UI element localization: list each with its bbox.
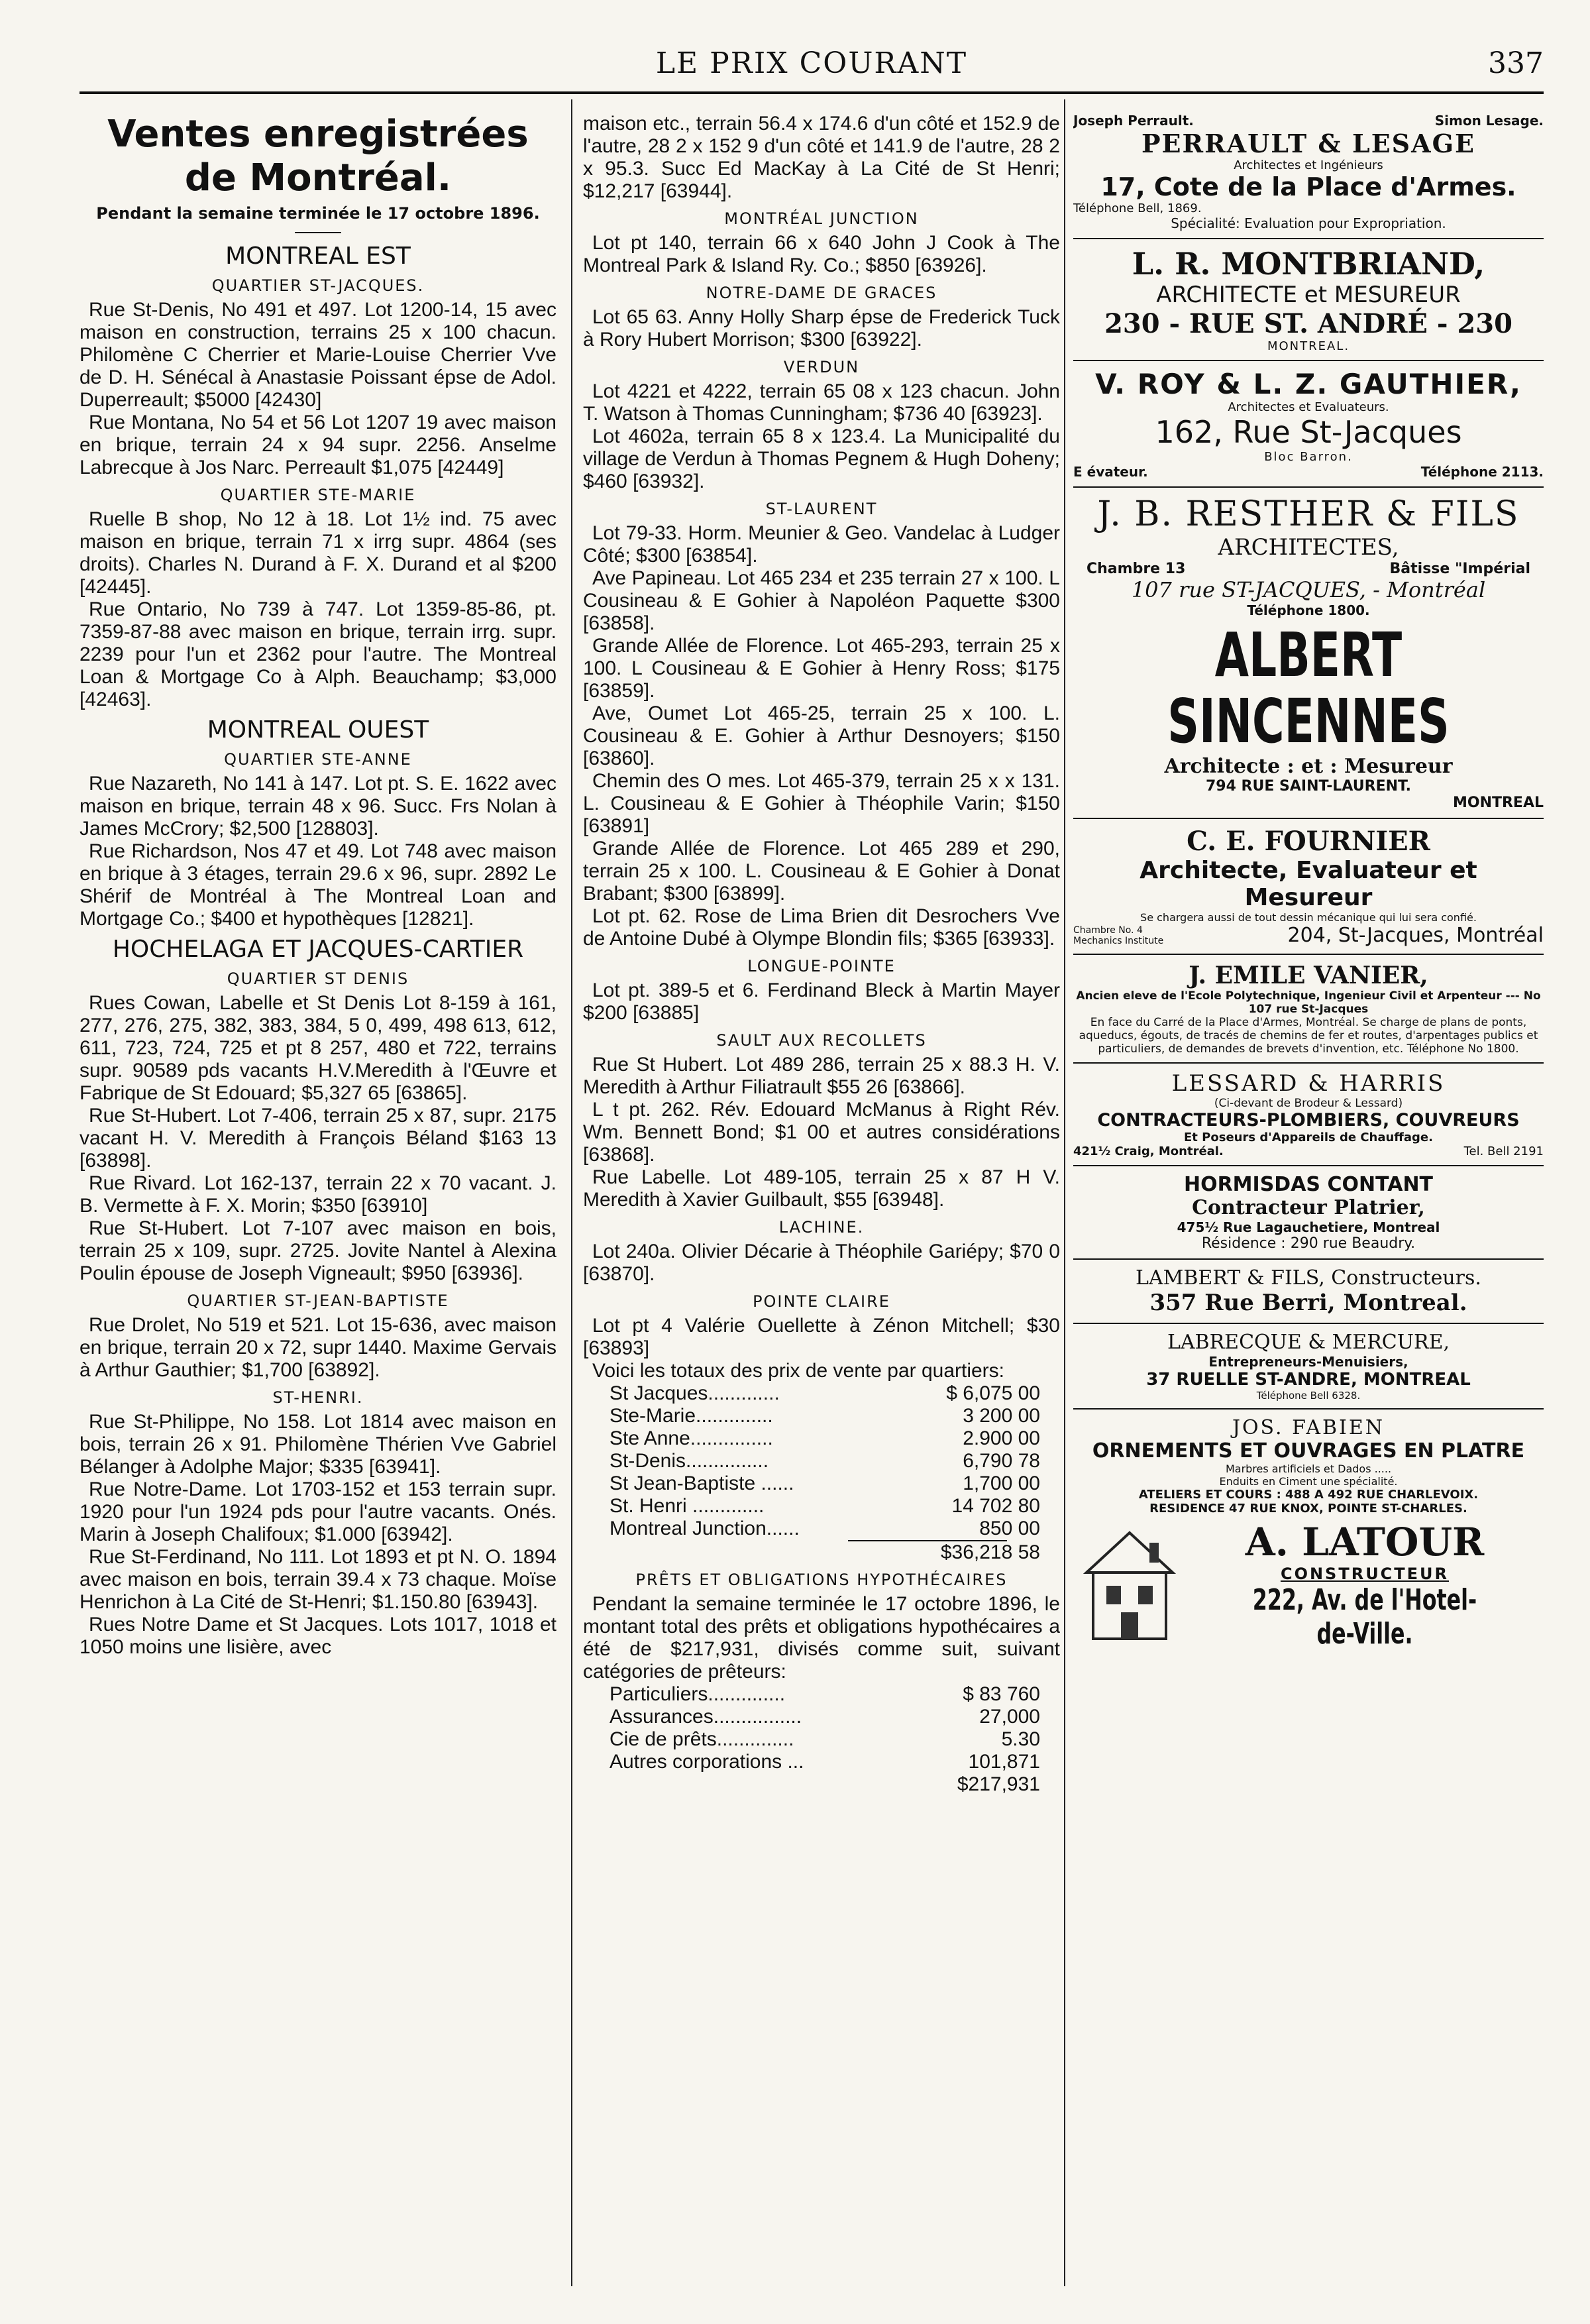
ad-montbriand (1073, 246, 1544, 353)
ad12-line1: Marbres artificiels et Dados ..... (1225, 1463, 1392, 1475)
sale-entry: L t pt. 262. Rév. Edouard McManus à Right Rév. Wm. Bennett Bond; $1 00 et autres considérations [63868]. (583, 1099, 1060, 1166)
section-subheading: MONTRÉAL JUNCTION (724, 209, 919, 228)
sale-entry: Voici les totaux des prix de vente par quartiers: (592, 1360, 1005, 1382)
loan-row-value: $ 83 760 (963, 1683, 1040, 1705)
total-row (583, 1405, 1060, 1427)
total-row-label: St Jean-Baptiste ...... (610, 1472, 794, 1494)
ad-latour (1073, 1520, 1544, 1651)
loans-total: $217,931 (957, 1773, 1040, 1795)
total-row-label: St-Denis............... (610, 1450, 769, 1472)
sale-entry: Rue St-Denis, No 491 et 497. Lot 1200-14, 15 avec maison en construction, terrains 25 x 100 chacun. Philomène C Cherrier et Marie-Louise Cherrier Vve de D. H. Sénécal à Anastasie Poissant épse de Adol. Duperreault; $5000 [42430] (80, 299, 556, 411)
loan-row (583, 1728, 1060, 1751)
section-subheading: QUARTIER STE-MARIE (220, 486, 416, 504)
total-row-value: 6,790 78 (963, 1450, 1040, 1472)
sale-entry: Rue St-Philippe, No 158. Lot 1814 avec maison en bois, terrain 26 x 91. Philomène Thérien Vve Gabriel Bélanger à Adolphe Major; $335 [63941]. (80, 1411, 556, 1478)
sale-entry: Rue Nazareth, No 141 à 147. Lot pt. S. E. 1622 avec maison en brique, terrain 48 x 96. Succ. Frs Nolan à James McCrory; $2,500 [128803]. (80, 773, 556, 840)
ad13-name: A. LATOUR (1245, 1520, 1485, 1565)
ad4-name: J. B. RESTHER & FILS (1097, 494, 1520, 534)
ad6-role: Architecte, Evaluateur et Mesureur (1140, 857, 1477, 911)
ad-separator (1073, 1165, 1544, 1166)
ad3-phone: Téléphone 2113. (1420, 464, 1544, 480)
loan-row-label: Assurances................ (610, 1706, 802, 1728)
section-subheading: POINTE CLAIRE (753, 1292, 890, 1311)
loan-row-label: Particuliers.............. (610, 1683, 786, 1705)
ad-separator (1073, 238, 1544, 239)
ad6-note: Se chargera aussi de tout dessin mécanique qui lui sera confié. (1140, 911, 1477, 924)
column-2 (583, 113, 1060, 1796)
section-subheading: QUARTIER ST-JEAN-BAPTISTE (187, 1292, 449, 1310)
loans-heading: PRÊTS ET OBLIGATIONS HYPOTHÉCAIRES (635, 1571, 1008, 1589)
sale-entry: Rues Cowan, Labelle et St Denis Lot 8-159 à 161, 277, 276, 275, 382, 383, 384, 5 0, 499, 498 613, 612, 611, 723, 724, 725 et pt 8 257, 480 et 722, terrains supr. 90589 pds vacants H.V.Meredith à l'Œuvre et Fabrique de St Edouard; $5,327 65 [63865]. (80, 992, 556, 1104)
total-row-value: 850 00 (979, 1518, 1040, 1539)
ad-separator (1073, 486, 1544, 488)
ad8-name: LESSARD & HARRIS (1171, 1070, 1446, 1097)
page-number: 337 (1488, 46, 1544, 80)
total-row-label: St Jacques............. (610, 1382, 780, 1404)
sale-entry: Rue Labelle. Lot 489-105, terrain 25 x 87 H V. Meredith à Xavier Guilbault, $55 [63948]. (583, 1166, 1060, 1211)
total-row (583, 1495, 1060, 1518)
ad7-line1: Ancien eleve de l'Ecole Polytechnique, Ingenieur Civil et Arpenteur --- No 107 rue St-Jacques (1076, 989, 1541, 1016)
ad3-address: 162, Rue St-Jacques (1155, 414, 1462, 450)
ad2-role: ARCHITECTE et MESUREUR (1156, 282, 1461, 308)
ad-fournier (1073, 826, 1544, 947)
column-divider-2 (1064, 99, 1065, 2286)
ad1-role: Architectes et Ingénieurs (1234, 158, 1383, 172)
sale-entry: Lot 4221 et 4222, terrain 65 08 x 123 chacun. John T. Watson à Thomas Cunningham; $736 40 [63923]. (583, 380, 1060, 425)
ad12-line3: ATELIERS ET COURS : 488 A 492 RUE CHARLEVOIX. (1138, 1488, 1479, 1502)
ad6-room: Chambre No. 4 Mechanics Institute (1073, 924, 1164, 946)
total-row-value: 14 702 80 (951, 1495, 1040, 1517)
sale-entry: Lot pt 4 Valérie Ouellette à Zénon Mitchell; $30 [63893] (583, 1315, 1060, 1359)
total-row-value: 3 200 00 (963, 1405, 1040, 1427)
ad4-address: 107 rue ST-JACQUES, - Montréal (1131, 577, 1486, 602)
ad4-role: ARCHITECTES, (1218, 534, 1399, 561)
total-row-value: $ 6,075 00 (946, 1382, 1040, 1404)
ad-contant (1073, 1173, 1544, 1252)
section-subheading: NOTRE-DAME DE GRACES (706, 284, 937, 302)
ad1-phone: Téléphone Bell, 1869. (1073, 201, 1202, 215)
ad-separator (1073, 954, 1544, 955)
section-subheading: LONGUE-POINTE (747, 957, 896, 975)
ad12-line2: Enduits en Ciment une spécialité. (1219, 1475, 1398, 1488)
ad-lessard-harris (1073, 1070, 1544, 1158)
ad8-sub: Et Poseurs d'Appareils de Chauffage. (1184, 1131, 1433, 1144)
loan-row-value: 5.30 (1001, 1728, 1040, 1750)
ad8-phone: Tel. Bell 2191 (1463, 1144, 1544, 1158)
ad-separator (1073, 360, 1544, 361)
total-row-value: 1,700 00 (963, 1472, 1040, 1494)
loans-table (583, 1683, 1060, 1773)
sale-entry: Lot pt. 62. Rose de Lima Brien dit Desrochers Vve de Antoine Dubé à Olympe Blondin fils; $365 [63933]. (583, 905, 1060, 950)
loan-row (583, 1751, 1060, 1773)
section-heading: MONTREAL OUEST (207, 716, 429, 744)
ad5-city: MONTREAL (1452, 795, 1544, 811)
loan-row (583, 1683, 1060, 1706)
ad4-room: Chambre 13 (1086, 561, 1186, 577)
total-row (583, 1450, 1060, 1472)
sale-entry: Rue Drolet, No 519 et 521. Lot 15-636, avec maison en brique, terrain 20 x 72, supr 1440. Maxime Gervais à Arthur Gauthier; $1,700 [63892]. (80, 1314, 556, 1381)
ad3-role: Architectes et Evaluateurs. (1228, 400, 1389, 414)
loan-row (583, 1706, 1060, 1728)
ad-separator (1073, 1408, 1544, 1410)
sales-title-line1: Ventes enregistrées (107, 113, 529, 156)
sale-entry: Lot 79-33. Horm. Meunier & Geo. Vandelac à Ludger Côté; $300 [63854]. (583, 522, 1060, 567)
grand-total: $36,218 58 (940, 1541, 1040, 1563)
ad3-name: V. ROY & L. Z. GAUTHIER, (1095, 368, 1522, 400)
sale-entry: Lot 4602a, terrain 65 8 x 123.4. La Municipalité du village de Verdun à Thomas Pegnem & Hugh Doheny; $460 [63932]. (583, 425, 1060, 492)
ad7-line2: En face du Carré de la Place d'Armes, Montréal. Se charge de plans de ponts, aqueducs, égouts, de tracés de chemins de fer et routes, d'arpentages publics et particuliers, de demandes de brevets d'invention, etc. Téléphone No 1800. (1079, 1016, 1538, 1056)
ad9-name: HORMISDAS CONTANT (1183, 1173, 1434, 1196)
sale-entry: Rue St-Ferdinand, No 111. Lot 1893 et pt N. O. 1894 avec maison en bois, terrain 39.4 x 73 chaque. Moïse Henrichon à La Cité de St-Henri; $1.150.80 [63943]. (80, 1546, 556, 1613)
ad13-role: CONSTRUCTEUR (1280, 1565, 1450, 1583)
ad8-address: 421½ Craig, Montréal. (1073, 1144, 1224, 1158)
total-row (583, 1518, 1060, 1540)
total-row-label: Montreal Junction...... (610, 1518, 800, 1539)
total-row-label: Ste-Marie.............. (610, 1405, 773, 1427)
ad9-role: Contracteur Platrier, (1192, 1196, 1425, 1219)
ad-separator (1073, 1323, 1544, 1324)
house-illustration (1073, 1520, 1186, 1645)
sale-entry: Rues Notre Dame et St Jacques. Lots 1017, 1018 et 1050 moins une lisière, avec (80, 1614, 556, 1658)
ad11-role: Entrepreneurs-Menuisiers, (1208, 1354, 1408, 1370)
ad11-address: 37 RUELLE ST-ANDRE, MONTREAL (1146, 1370, 1471, 1390)
column-1 (80, 113, 556, 1659)
ad-labrecque (1073, 1331, 1544, 1402)
sale-entry: Lot 65 63. Anny Holly Sharp épse de Frederick Tuck à Rory Hubert Morrison; $300 [63922]. (583, 306, 1060, 351)
ad13-address: 222, Av. de l'Hotel-de-Ville. (1252, 1583, 1477, 1651)
sale-entry: Rue Notre-Dame. Lot 1703-152 et 153 terrain supr. 1920 pour l'un 1924 pds pour l'autre vacants. Onés. Marin à Joseph Chalifoux; $1.000 [63942]. (80, 1478, 556, 1545)
header-rule (80, 91, 1544, 94)
sale-entry: Rue Montana, No 54 et 56 Lot 1207 19 avec maison en brique, terrain 24 x 94 supr. 2256. Anselme Labrecque à Jos Narc. Perreault $1,075 [42449] (80, 412, 556, 478)
ad-roy-gauthier (1073, 368, 1544, 480)
section-subheading: QUARTIER STE-ANNE (224, 750, 412, 769)
section-subheading: QUARTIER ST DENIS (227, 969, 409, 988)
loan-row-value: 27,000 (979, 1706, 1040, 1728)
ad2-address: 230 - RUE ST. ANDRÉ - 230 (1104, 308, 1512, 339)
ad12-line4: RESIDENCE 47 RUE KNOX, POINTE ST-CHARLES. (1149, 1502, 1467, 1516)
section-heading: MONTREAL EST (225, 243, 411, 270)
column-3-ads (1073, 113, 1544, 1651)
ad-lambert (1073, 1266, 1544, 1316)
section-subheading: VERDUN (783, 358, 860, 376)
ad-separator (1073, 1062, 1544, 1064)
section-subheading: ST-LAURENT (765, 500, 878, 518)
sale-entry: Ave Papineau. Lot 465 234 et 235 terrain 27 x 100. L Cousineau & E Gohier à Napoléon Paquette $300 [63858]. (583, 567, 1060, 634)
sale-entry: Rue Ontario, No 739 à 747. Lot 1359-85-86, pt. 7359-87-88 avec maison en brique, terrain irrg. supr. 2239 pour l'un et 2362 pour l'autre. The Montreal Loan & Mortgage Co à Alph. Beauchamp; $3,000 [42463]. (80, 598, 556, 710)
ad12-role: ORNEMENTS ET OUVRAGES EN PLATRE (1092, 1439, 1525, 1463)
ad1-left-name: Joseph Perrault. (1073, 113, 1194, 129)
column-divider-1 (571, 99, 572, 2286)
loan-row-value: 101,871 (968, 1751, 1040, 1773)
ad4-building: Bâtisse "Impérial (1389, 561, 1530, 577)
ad4-phone: Téléphone 1800. (1247, 602, 1370, 618)
sale-entry: Rue St Hubert. Lot 489 286, terrain 25 x 88.3 H. V. Meredith à Arthur Filiatrault $55 26 [63866]. (583, 1054, 1060, 1098)
ad8-prev: (Ci-devant de Brodeur & Lessard) (1214, 1097, 1403, 1110)
ad-separator (1073, 1258, 1544, 1260)
continued-entry (583, 113, 1060, 203)
sales-subtitle: Pendant la semaine terminée le 17 octobre 1896. (96, 204, 540, 223)
ad2-name: L. R. MONTBRIAND, (1132, 246, 1485, 282)
sale-entry: Lot pt 140, terrain 66 x 640 John J Cook à The Montreal Park & Island Ry. Co.; $850 [63926]. (583, 232, 1060, 276)
sale-entry: Lot pt. 389-5 et 6. Ferdinand Bleck à Martin Mayer $200 [63885] (583, 979, 1060, 1024)
loan-row-label: Autres corporations ... (610, 1751, 804, 1773)
section-heading: HOCHELAGA ET JACQUES-CARTIER (112, 936, 524, 963)
ad11-name: LABRECQUE & MERCURE, (1167, 1331, 1450, 1354)
sales-title-line2: de Montréal. (184, 156, 452, 199)
sale-entry: Grande Allée de Florence. Lot 465-293, terrain 25 x 100. L Cousineau & E Gohier à Henry Ross; $175 [63859]. (583, 635, 1060, 702)
sales-sections (80, 243, 556, 1659)
total-row (583, 1382, 1060, 1405)
ad1-right-name: Simon Lesage. (1434, 113, 1544, 129)
section-subheading: SAULT AUX RECOLLETS (716, 1031, 927, 1050)
divider (295, 232, 341, 233)
ad9-address: 475½ Rue Lagauchetiere, Montreal (1177, 1219, 1440, 1235)
sale-entry: Ruelle B shop, No 12 à 18. Lot 1½ ind. 75 avec maison en brique, terrain 71 x irrg supr. 4864 (ses droits). Charles N. Durand à F. X. Durand et al $200 [42445]. (80, 508, 556, 598)
loans-paragraph: Pendant la semaine terminée le 17 octobre 1896, le montant total des prêts et obligations hypothécaires a été de $217,931, divisés comme suit, suivant catégories de prêteurs: (583, 1593, 1060, 1683)
sales-sections-2 (583, 209, 1060, 1382)
ad1-specialty: Spécialité: Evaluation pour Expropriation. (1171, 215, 1446, 231)
ad10-name: LAMBERT & FILS, Constructeurs. (1136, 1266, 1481, 1290)
ad8-role: CONTRACTEURS-PLOMBIERS, COUVREURS (1097, 1110, 1520, 1131)
total-row-label: St. Henri ............. (610, 1495, 765, 1517)
ad12-name: JOS. FABIEN (1232, 1416, 1385, 1439)
page-header (80, 46, 1544, 93)
ad6-name: C. E. FOURNIER (1187, 826, 1430, 857)
ad-fabien (1073, 1416, 1544, 1516)
ad3-elevator: E évateur. (1073, 464, 1148, 480)
sale-entry: maison etc., terrain 56.4 x 174.6 d'un côté et 152.9 de l'autre, 28 2 x 152 9 d'un côté et 141.9 de l'autre, 28 2 x 95.3. Succ Ed MacKay à La Cité de St Henri; $12,217 [63944]. (583, 113, 1060, 202)
ad-sincennes (1073, 622, 1544, 811)
total-row (583, 1427, 1060, 1450)
sale-entry: Rue Rivard. Lot 162-137, terrain 22 x 70 vacant. J. B. Vermette à F. X. Morin; $350 [63910] (80, 1172, 556, 1217)
section-subheading: ST-HENRI. (272, 1388, 364, 1407)
ad5-name: ALBERT SINCENNES (1167, 620, 1450, 757)
section-subheading: QUARTIER ST-JACQUES. (211, 276, 425, 295)
section-subheading: LACHINE. (778, 1218, 865, 1237)
sale-entry: Rue St-Hubert. Lot 7-107 avec maison en bois, terrain 25 x 109, supr. 2725. Jovite Nantel à Alexina Poulin épouse de Joseph Vigneault; $950 [63936]. (80, 1217, 556, 1284)
ad9-residence: Résidence : 290 rue Beaudry. (1201, 1235, 1416, 1252)
sale-entry: Grande Allée de Florence. Lot 465 289 et 290, terrain 25 x 100. L. Cousineau & E Gohier à Donat Brabant; $300 [63899]. (583, 838, 1060, 905)
ad-separator (1073, 818, 1544, 819)
ad11-phone: Téléphone Bell 6328. (1256, 1390, 1361, 1402)
sale-entry: Lot 240a. Olivier Décarie à Théophile Gariépy; $70 0 [63870]. (583, 1241, 1060, 1285)
totals-table (583, 1382, 1060, 1540)
total-row-label: Ste Anne............... (610, 1427, 773, 1449)
ad10-address: 357 Rue Berri, Montreal. (1149, 1290, 1467, 1316)
ad7-name: J. EMILE VANIER, (1189, 962, 1428, 989)
journal-title: LE PRIX COURANT (655, 46, 968, 80)
total-row-value: 2.900 00 (963, 1427, 1040, 1449)
sale-entry: Rue St-Hubert. Lot 7-406, terrain 25 x 87, supr. 2175 vacant H. V. Meredith à François Béland $163 13 [63898]. (80, 1105, 556, 1172)
ad5-address: 794 RUE SAINT-LAURENT. (1205, 778, 1412, 795)
sale-entry: Rue Richardson, Nos 47 et 49. Lot 748 avec maison en brique à 3 étages, terrain 29.6 x 96, supr. 2892 Le Shérif de Montréal à The Montreal Loan and Mortgage Co.; $400 et hypothèques [12821]. (80, 840, 556, 930)
ad-vanier (1073, 962, 1544, 1056)
ad3-block: Bloc Barron. (1264, 450, 1353, 464)
ad6-address: 204, St-Jacques, Montréal (1287, 924, 1544, 947)
ad2-city: MONTREAL. (1267, 339, 1350, 353)
total-row (583, 1472, 1060, 1495)
ad1-address: 17, Cote de la Place d'Armes. (1100, 172, 1516, 201)
ad-resther (1073, 494, 1544, 618)
sale-entry: Ave, Oumet Lot 465-25, terrain 25 x 100. L. Cousineau & E. Gohier à Arthur Desnoyers; $150 [63860]. (583, 702, 1060, 769)
loan-row-label: Cie de prêts.............. (610, 1728, 794, 1750)
ad5-role: Architecte : et : Mesureur (1164, 755, 1453, 778)
ad-perrault-lesage (1073, 113, 1544, 231)
sale-entry: Chemin des O mes. Lot 465-379, terrain 25 x x 131. L. Cousineau & E Gohier à Théophile Varin; $150 [63891] (583, 770, 1060, 837)
ad1-firm: PERRAULT & LESAGE (1141, 129, 1475, 158)
